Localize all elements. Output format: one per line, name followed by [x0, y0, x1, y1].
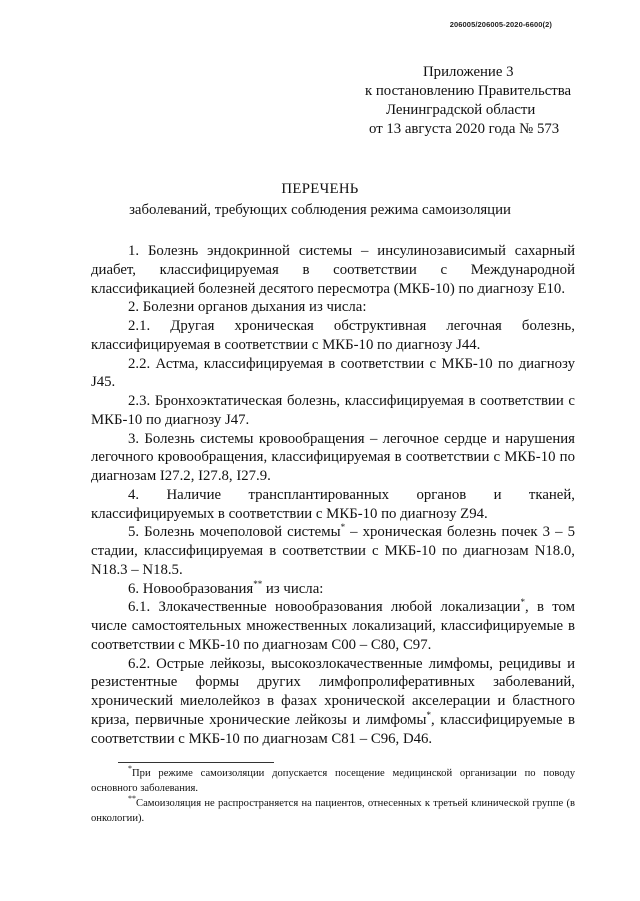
list-item-2-2: 2.2. Астма, классифицируемая в соответствии с МКБ-10 по диагнозу J45. — [91, 355, 575, 391]
footnotes — [91, 766, 575, 826]
footnote-ref-2: ** — [253, 578, 263, 589]
footnote-1-mark: * — [128, 764, 132, 773]
appendix-header — [365, 63, 625, 139]
list-item-2: 2. Болезни органов дыхания из числа: — [128, 299, 367, 316]
footnote-divider — [118, 762, 274, 763]
list-item-5-start: 5. Болезнь мочеполовой системы — [128, 524, 341, 541]
footnote-ref-1: * — [520, 597, 525, 608]
list-item-6 — [91, 580, 575, 599]
disease-list — [91, 242, 575, 748]
footnote-1-text: При режиме самоизоляции допускается посещение медицинской организации по поводу основного заболевания. — [91, 768, 575, 794]
document-subtitle: заболеваний, требующих соблюдения режима самоизоляции — [129, 202, 511, 218]
list-item-3: 3. Болезнь системы кровообращения – легочное сердце и нарушения легочного кровообращения, классифицируемая в соответствии с МКБ-10 по диагнозам I27.2, I27.8, I27.9. — [91, 430, 575, 484]
list-item-5-end: – хроническая болезнь почек 3 – 5 стадии, классифицируемая в соответствии с МКБ-10 по диагнозам N18.0, N18.3 – N18.5. — [91, 524, 575, 578]
appendix-number: Приложение 3 — [423, 64, 514, 80]
footnote-1 — [91, 766, 575, 796]
list-item-6-2-start: 6.2. Острые лейкозы, высокозлокачественные лимфомы, рецидивы и резистентные формы других лимфопролиферативных заболеваний, хронический миелолейкоз в фазах хронической акселерации и бластного криза, первичные хронические лейкозы и лимфомы — [91, 655, 575, 728]
appendix-region: Ленинградской области — [386, 102, 536, 118]
list-item-6-1-start: 6.1. Злокачественные новообразования любой локализации — [128, 599, 521, 616]
list-item-6-1 — [91, 598, 575, 654]
document-registration-stamp: 206005/206005-2020-6600(2) — [449, 20, 552, 29]
footnote-ref-1: * — [340, 522, 346, 533]
list-item-6-2-end: , классифицируемые в соответствии с МКБ-10 по диагнозам C81 – C96, D46. — [91, 711, 575, 747]
footnote-ref-1: * — [426, 709, 431, 720]
footnote-2 — [91, 796, 575, 826]
list-item-6-end: из числа: — [262, 580, 324, 597]
footnote-2-text: Самоизоляция не распространяется на пациентов, отнесенных к третьей клинической группе (в онкологии). — [91, 798, 575, 824]
list-item-6-1-end: , в том числе самостоятельных множественных локализаций, классифицируемые в соответствии с МКБ-10 по диагнозам C00 – C80, C97. — [91, 599, 576, 653]
list-item-6-2 — [91, 655, 575, 749]
list-item-4: 4. Наличие трансплантированных органов и тканей, классифицируемых в соответствии с МКБ-10 по диагнозу Z94. — [91, 486, 575, 522]
list-item-2-3: 2.3. Бронхоэктатическая болезнь, классифицируемая в соответствии с МКБ-10 по диагнозу J47. — [91, 393, 575, 428]
footnote-2-mark: ** — [128, 794, 136, 803]
list-item-1: 1. Болезнь эндокринной системы – инсулинозависимый сахарный диабет, классифицируемая в соответствии с Международной классификацией болезней десятого пересмотра (МКБ-10) по диагнозу E10. — [91, 243, 575, 297]
appendix-date: от 13 августа 2020 года № 573 — [369, 121, 560, 137]
appendix-resolution-ref: к постановлению Правительства — [365, 83, 572, 99]
list-item-6-start: 6. Новообразования — [128, 580, 254, 597]
list-item-2-1: 2.1. Другая хроническая обструктивная легочная болезнь, классифицируемая в соответствии с МКБ-10 по диагнозу J44. — [91, 318, 575, 353]
list-item-5 — [91, 523, 575, 579]
document-title: ПЕРЕЧЕНЬ — [281, 181, 359, 197]
